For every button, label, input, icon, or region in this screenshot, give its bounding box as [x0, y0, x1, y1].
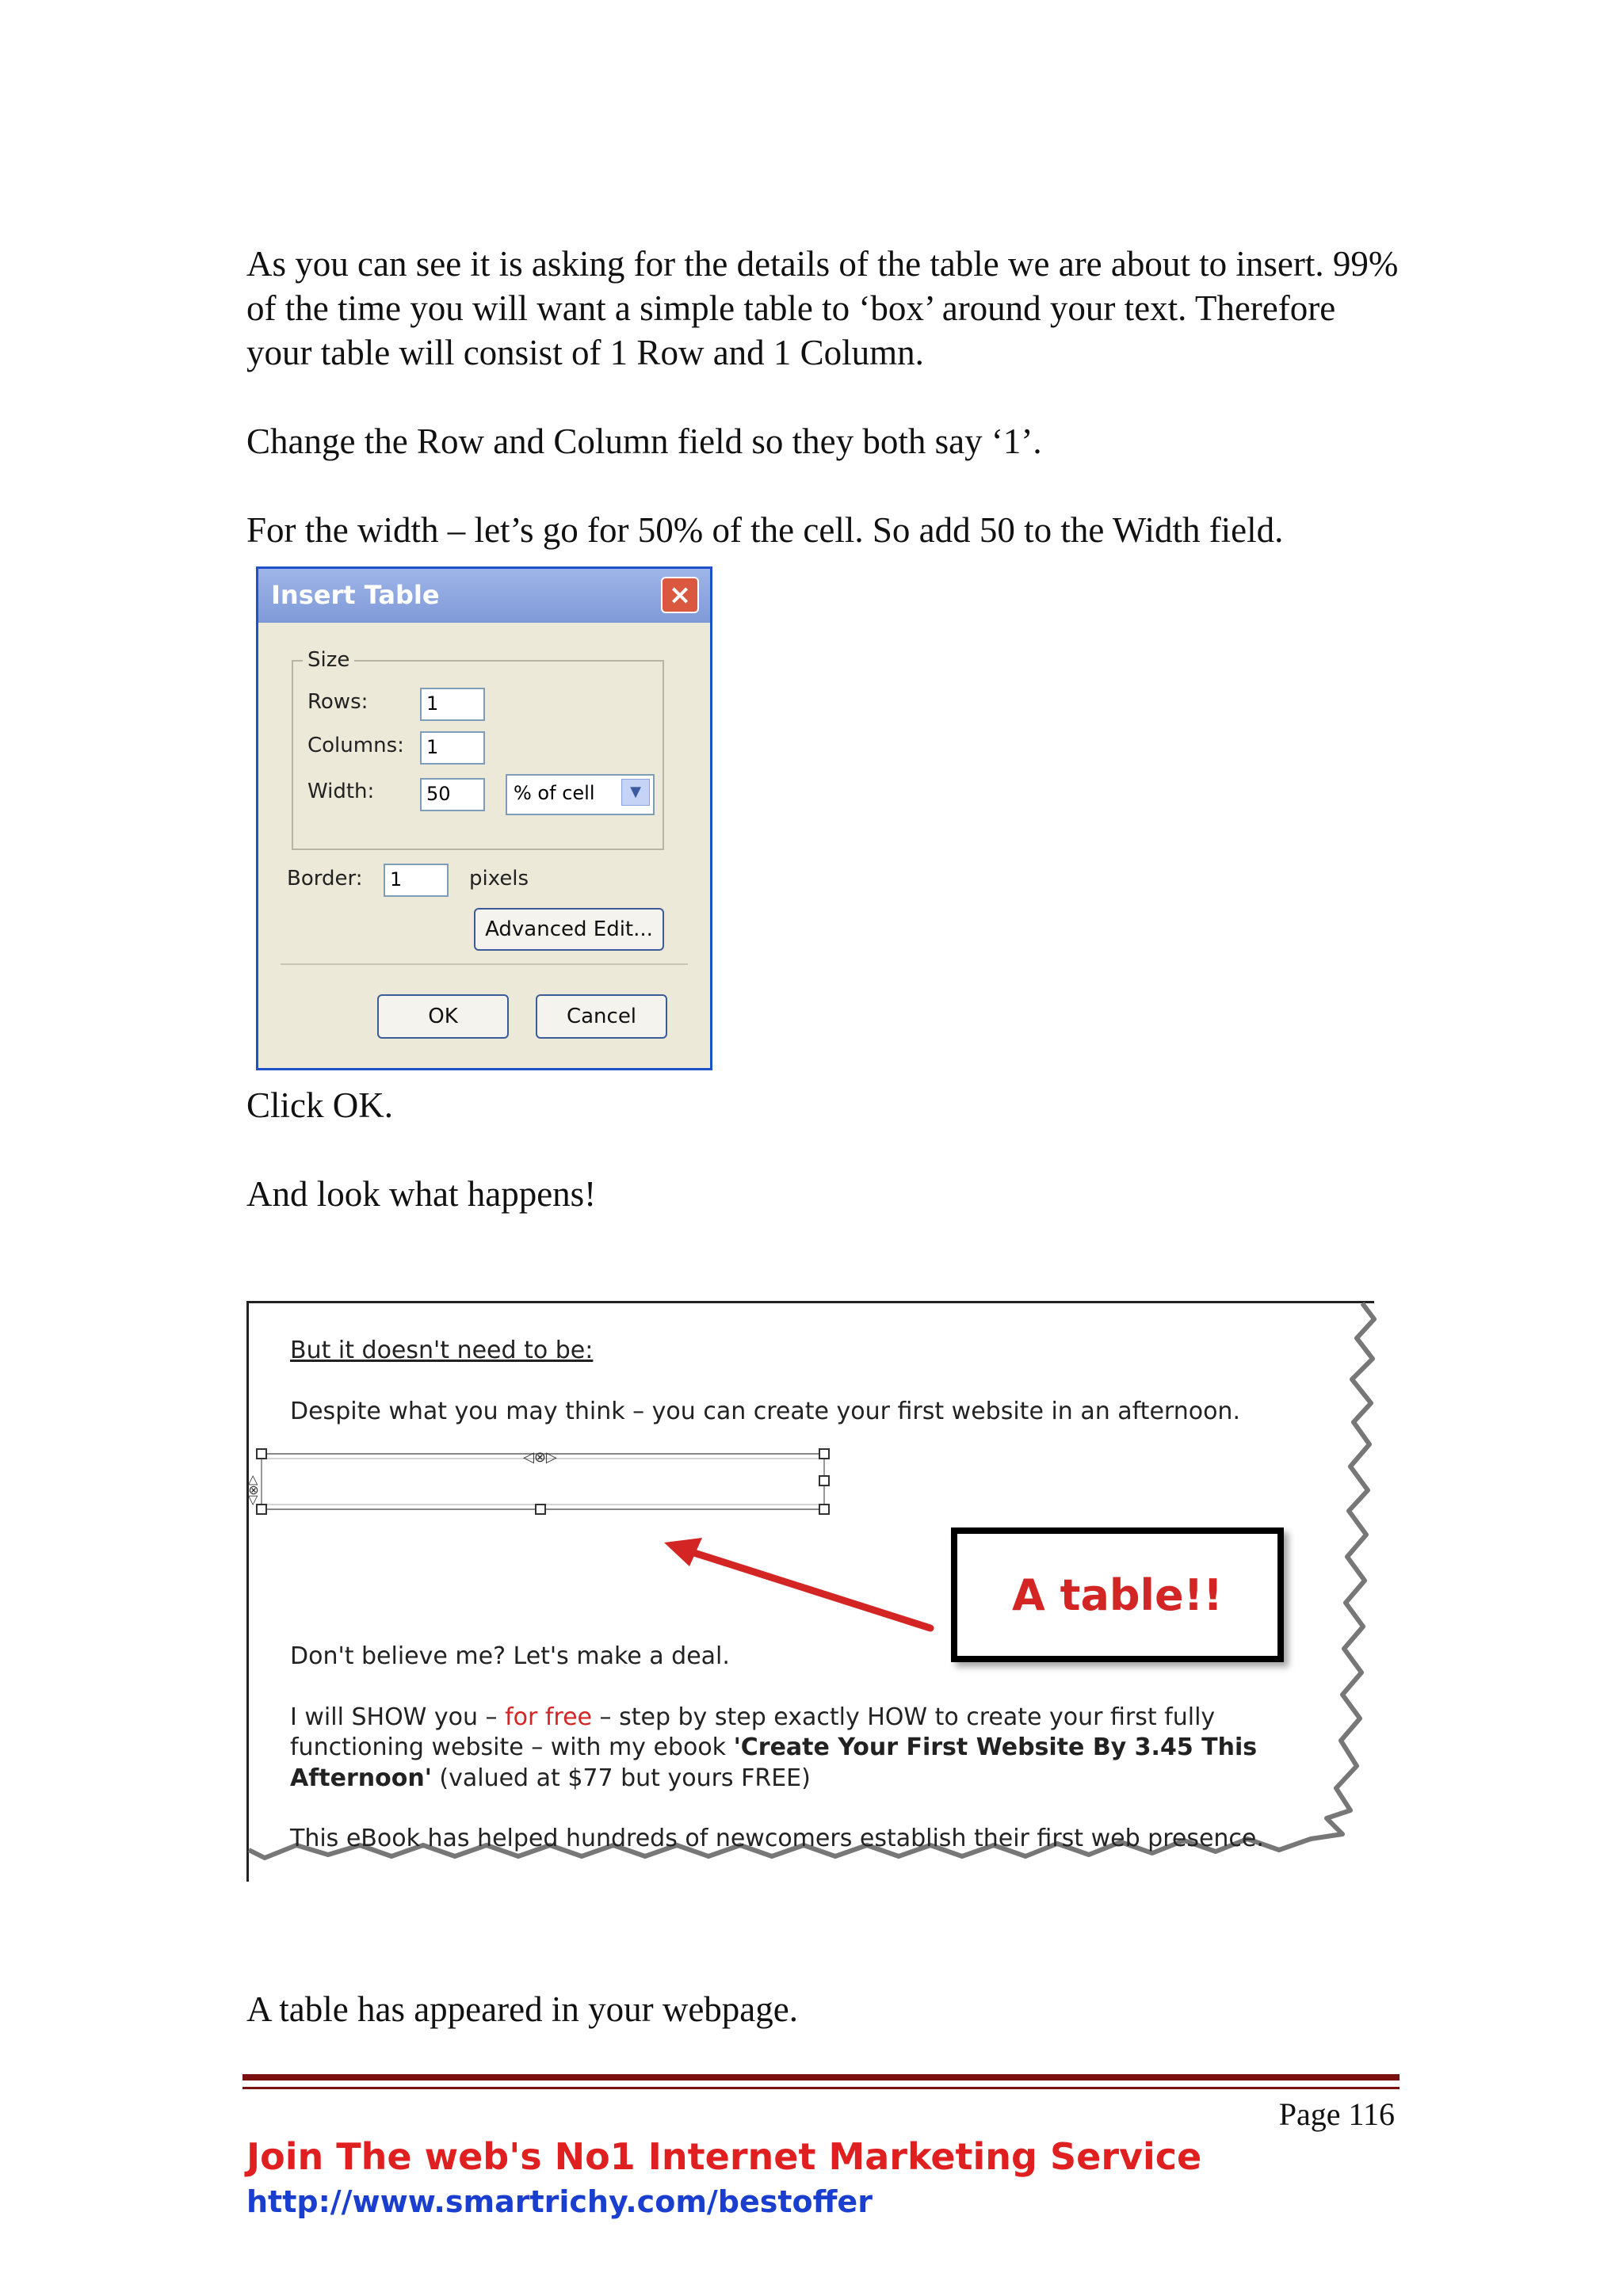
- border-input[interactable]: 1: [384, 864, 449, 897]
- paragraph-intro: As you can see it is asking for the details of the table we are about to insert. 99% of the time you will want a simple table to ‘box’ around your text. Therefore your table will consist of 1 Row and 1 Column.: [246, 244, 1399, 372]
- shot-line-ebook: [290, 1733, 1257, 1761]
- webpage-screenshot: [246, 1301, 1374, 1882]
- paragraph-look: And look what happens!: [246, 1174, 597, 1214]
- dialog-title: Insert Table: [271, 580, 440, 610]
- shot-line-valued: (valued at $77 but yours FREE): [431, 1764, 811, 1792]
- dialog-title-bar: [258, 569, 710, 623]
- promo-link[interactable]: http://www.smartrichy.com/bestoffer: [246, 2184, 873, 2219]
- border-unit-label: pixels: [469, 867, 529, 891]
- ebook-title-part1: 'Create Your First Website By 3.45 This: [733, 1733, 1258, 1761]
- callout-text: A table!!: [1012, 1570, 1223, 1620]
- page-number: Page 116: [1278, 2096, 1395, 2132]
- border-label: Border:: [287, 867, 363, 891]
- shot-line-show-b: – step by step exactly HOW to create your first fully: [592, 1703, 1216, 1731]
- svg-text:◁⊗▷: ◁⊗▷: [523, 1449, 557, 1466]
- columns-input[interactable]: 1: [420, 731, 485, 765]
- paragraph-width: For the width – let’s go for 50% of the cell. So add 50 to the Width field.: [246, 510, 1284, 550]
- width-unit-value: % of cell: [514, 782, 595, 804]
- shot-line-ebook-a: functioning website – with my ebook: [290, 1733, 734, 1761]
- shot-line-afternoon: [290, 1764, 811, 1792]
- shot-line-helped: This eBook has helped hundreds of newcomers establish their first web presence.: [290, 1825, 1264, 1852]
- shot-line-heading: But it doesn't need to be:: [290, 1337, 594, 1364]
- paragraph-appeared: A table has appeared in your webpage.: [246, 1989, 798, 2029]
- size-legend: Size: [303, 648, 354, 672]
- width-unit-select[interactable]: [506, 774, 655, 815]
- columns-label: Columns:: [307, 734, 404, 757]
- close-icon[interactable]: ×: [661, 577, 699, 613]
- chevron-down-icon[interactable]: ▼: [621, 779, 650, 806]
- dialog-separator: [281, 963, 688, 965]
- dialog-body: [258, 623, 710, 1068]
- insert-table-dialog: [256, 566, 712, 1070]
- shot-line-show: [290, 1703, 1215, 1731]
- rows-label: Rows:: [307, 690, 369, 714]
- shot-line-despite: Despite what you may think – you can create your first website in an afternoon.: [290, 1398, 1240, 1425]
- ebook-title-part2: Afternoon': [290, 1764, 432, 1792]
- rows-input[interactable]: 1: [420, 688, 485, 721]
- width-label: Width:: [307, 780, 375, 803]
- width-input[interactable]: 50: [420, 778, 485, 811]
- footer-rule-thick: [242, 2074, 1400, 2081]
- footer-rule-thin: [242, 2087, 1400, 2089]
- callout-box: [951, 1527, 1284, 1662]
- promo-text: Join The web's No1 Internet Marketing Service: [246, 2135, 1202, 2178]
- ok-button[interactable]: OK: [377, 994, 509, 1039]
- cancel-button[interactable]: Cancel: [536, 994, 667, 1039]
- for-free-text: for free: [505, 1703, 593, 1731]
- advanced-edit-button[interactable]: Advanced Edit...: [474, 908, 664, 951]
- svg-text:◁⊗▷: ◁⊗▷: [246, 1475, 262, 1506]
- shot-line-deal: Don't believe me? Let's make a deal.: [290, 1642, 730, 1670]
- paragraph-row-column: Change the Row and Column field so they both say ‘1’.: [246, 421, 1042, 461]
- paragraph-click-ok: Click OK.: [246, 1085, 393, 1125]
- shot-line-show-a: I will SHOW you –: [290, 1703, 506, 1731]
